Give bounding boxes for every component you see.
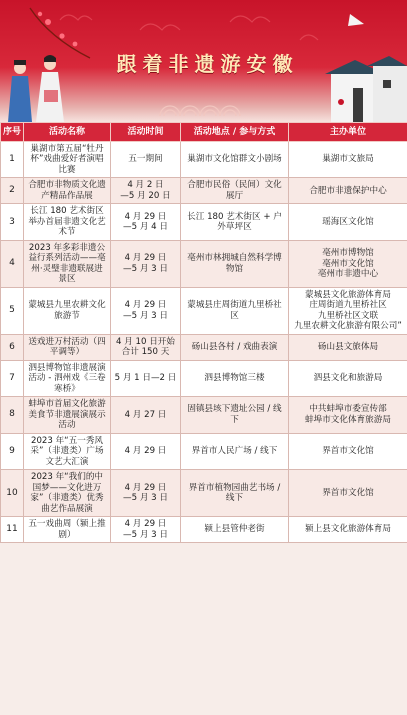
cell-host: 巢湖市文旅局 [289, 142, 407, 178]
header-name: 活动名称 [24, 123, 111, 142]
cell-name: 2023 年“五一秀风采”（非遗类）广场文艺大汇演 [24, 433, 111, 469]
cell-time: 4 月 27 日 [111, 397, 181, 433]
table-row [1, 360, 407, 396]
cell-place: 亳州市林拥城自然科学博物馆 [181, 240, 289, 287]
cell-name: 长江 180 艺术街区举办首届非遗文化艺术节 [24, 204, 111, 240]
cell-host: 泗县文化和旅游局 [289, 360, 407, 396]
table-row [1, 142, 407, 178]
cell-no: 7 [1, 360, 24, 396]
cell-name: 2023 年“我们的中国梦——文化进万家”（非遗类）优秀曲艺作品展演 [24, 470, 111, 517]
cell-host: 砀山县文旅体局 [289, 334, 407, 360]
header-banner [0, 0, 407, 122]
cell-name: 2023 年多彩非遗公益行系列活动——亳州·灵璧非遗联展进景区 [24, 240, 111, 287]
cell-name: 泗县博物馆非遗展演活动 - 泗州戏《三卷寒桥》 [24, 360, 111, 396]
table-row [1, 397, 407, 433]
header-no: 序号 [1, 123, 24, 142]
cell-no: 3 [1, 204, 24, 240]
cell-no: 9 [1, 433, 24, 469]
table-header-row [1, 123, 407, 142]
cell-host: 亳州市博物馆 亳州市文化馆 亳州市非遗中心 [289, 240, 407, 287]
cell-time: 五一期间 [111, 142, 181, 178]
table-row [1, 334, 407, 360]
cell-no: 11 [1, 517, 24, 543]
cell-place: 蒙城县庄周街道九里桥社区 [181, 287, 289, 334]
cell-name: 五一戏曲周（颍上推剧） [24, 517, 111, 543]
cell-host: 界首市文化馆 [289, 470, 407, 517]
cell-place: 界首市人民广场 / 线下 [181, 433, 289, 469]
cell-name: 巢湖市第五届“牡丹杯”戏曲爱好者演唱比赛 [24, 142, 111, 178]
cell-no: 2 [1, 178, 24, 204]
cell-no: 4 [1, 240, 24, 287]
cell-host: 界首市文化馆 [289, 433, 407, 469]
cell-place: 长江 180 艺术街区 + 户外草坪区 [181, 204, 289, 240]
events-table [0, 122, 407, 543]
cell-name: 蚌埠市首届文化旅游美食节非遗展演展示活动 [24, 397, 111, 433]
cell-name: 送戏进万村活动（四平调等） [24, 334, 111, 360]
cell-no: 8 [1, 397, 24, 433]
cell-host: 蒙城县文化旅游体育局 庄周街道九里桥社区 九里桥社区文联 九里农耕文化旅游有限公司” [289, 287, 407, 334]
cell-no: 10 [1, 470, 24, 517]
cell-place: 界首市植物园曲艺书场 / 线下 [181, 470, 289, 517]
cell-host: 颍上县文化旅游体育局 [289, 517, 407, 543]
table-row [1, 178, 407, 204]
table-row [1, 470, 407, 517]
cell-time: 4 月 29 日 —5 月 4 日 [111, 204, 181, 240]
cell-no: 6 [1, 334, 24, 360]
table-row [1, 433, 407, 469]
huizhou-building-icon [317, 44, 407, 122]
cell-place: 合肥市民俗（民间）文化展厅 [181, 178, 289, 204]
cell-place: 颍上县管仲老街 [181, 517, 289, 543]
cell-host: 瑶海区文化馆 [289, 204, 407, 240]
cell-time: 4 月 29 日 —5 月 3 日 [111, 470, 181, 517]
cell-place: 泗县博物馆三楼 [181, 360, 289, 396]
cell-place: 固镇县垓下遗址公园 / 线下 [181, 397, 289, 433]
table-row [1, 240, 407, 287]
wave-pattern-icon [150, 96, 260, 118]
cell-time: 4 月 10 日开始 合计 150 天 [111, 334, 181, 360]
header-host: 主办单位 [289, 123, 407, 142]
cell-time: 4 月 29 日 —5 月 3 日 [111, 517, 181, 543]
cell-no: 1 [1, 142, 24, 178]
cell-no: 5 [1, 287, 24, 334]
header-place: 活动地点 / 参与方式 [181, 123, 289, 142]
banner-title: 跟着非遗游安徽 [116, 52, 299, 76]
cell-time: 4 月 29 日 —5 月 3 日 [111, 240, 181, 287]
cell-time: 5 月 1 日—2 日 [111, 360, 181, 396]
cell-place: 砀山县各村 / 戏曲表演 [181, 334, 289, 360]
table-row [1, 204, 407, 240]
cell-place: 巢湖市文化馆群文小剧场 [181, 142, 289, 178]
cell-time: 4 月 29 日 [111, 433, 181, 469]
table-row [1, 517, 407, 543]
opera-figures-icon [2, 50, 72, 122]
table-row [1, 287, 407, 334]
cell-host: 合肥市非遗保护中心 [289, 178, 407, 204]
cell-time: 4 月 29 日 —5 月 3 日 [111, 287, 181, 334]
cell-time: 4 月 2 日 —5 月 20 日 [111, 178, 181, 204]
header-time: 活动时间 [111, 123, 181, 142]
cell-host: 中共蚌埠市委宣传部 蚌埠市文化体育旅游局 [289, 397, 407, 433]
cell-name: 合肥市非物质文化遗产精品作品展 [24, 178, 111, 204]
cell-name: 蒙城县九里农耕文化旅游节 [24, 287, 111, 334]
